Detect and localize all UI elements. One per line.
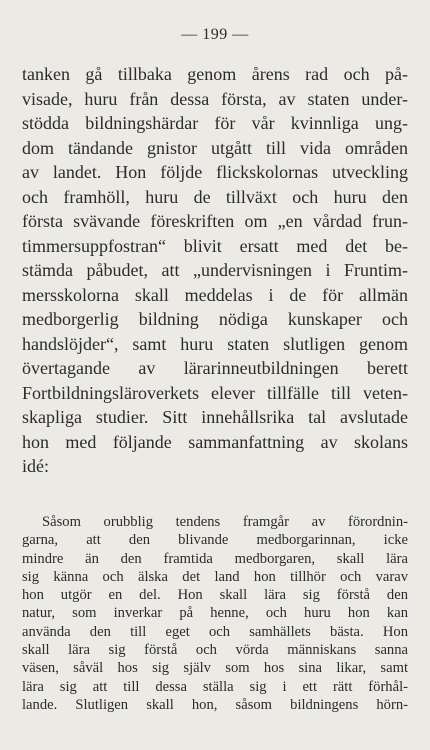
quote-line: garna, att den blivande medborgarinnan, icke (22, 532, 408, 549)
text-line: idé: (22, 456, 49, 476)
quote-line: hon utgör en del. Hon skall lära sig förstå den (22, 587, 408, 604)
text-line: timmersuppfostran“ blivit ersatt med det be- (22, 235, 408, 256)
main-paragraph (22, 62, 408, 479)
text-line: stämda påbudet, att „undervisningen i Fruntim- (22, 260, 408, 280)
text-line: stödda bildningshärdar för vår kvinnliga ung- (22, 113, 408, 133)
text-line: övertagande av lärarinneutbildningen berett (22, 358, 408, 378)
quote-line: skall lära sig förstå och vörda människans sanna (22, 642, 408, 659)
text-line: dom tändande gnistor utgått till vida områden (22, 137, 408, 158)
text-line: första svävande föreskriften om „en vårdad frun- (22, 211, 408, 231)
page-number: — 199 — (181, 26, 249, 43)
quote-line: lära sig att till dessa ställa sig i ett rätt förhål- (22, 678, 408, 695)
quote-line: mindre än den framtida medborgaren, skall lära (22, 550, 408, 567)
text-line: skapliga studier. Sitt innehållsrika tal avslutade (22, 407, 408, 427)
text-line: medborgerlig bildning nödiga kunskaper och (22, 309, 408, 329)
text-line: mersskolorna skall meddelas i de för allmän (22, 284, 408, 305)
quote-line: sig känna och älska det land hon tillhör och varav (22, 568, 408, 585)
quote-line: använda den till eget och samhällets bästa. Hon (22, 623, 408, 640)
text-line: och framhöll, huru de tillväxt och huru den (22, 186, 408, 207)
text-line: tanken gå tillbaka genom årens rad och på- (22, 64, 408, 84)
quote-line: lande. Slutligen skall hon, såsom bildningens hörn- (22, 696, 408, 713)
quote-line: Såsom orubblig tendens framgår av förordnin- (42, 514, 408, 530)
text-line: handslöjder“, samt huru staten slutligen genom (22, 333, 408, 354)
quote-line: väsen, såväl hos sig själv som hos sina likar, samt (22, 660, 408, 677)
text-line: Fortbildningsläroverkets elever tillfälle till veten- (22, 382, 408, 403)
quote-line: natur, som inverkar på henne, och huru hon kan (22, 605, 408, 622)
text-line: hon med följande sammanfattning av skolans (22, 431, 408, 452)
quoted-passage (22, 513, 408, 714)
text-line: visade, huru från dessa första, av staten under- (22, 88, 408, 109)
text-line: av landet. Hon följde flickskolornas utveckling (22, 162, 408, 182)
